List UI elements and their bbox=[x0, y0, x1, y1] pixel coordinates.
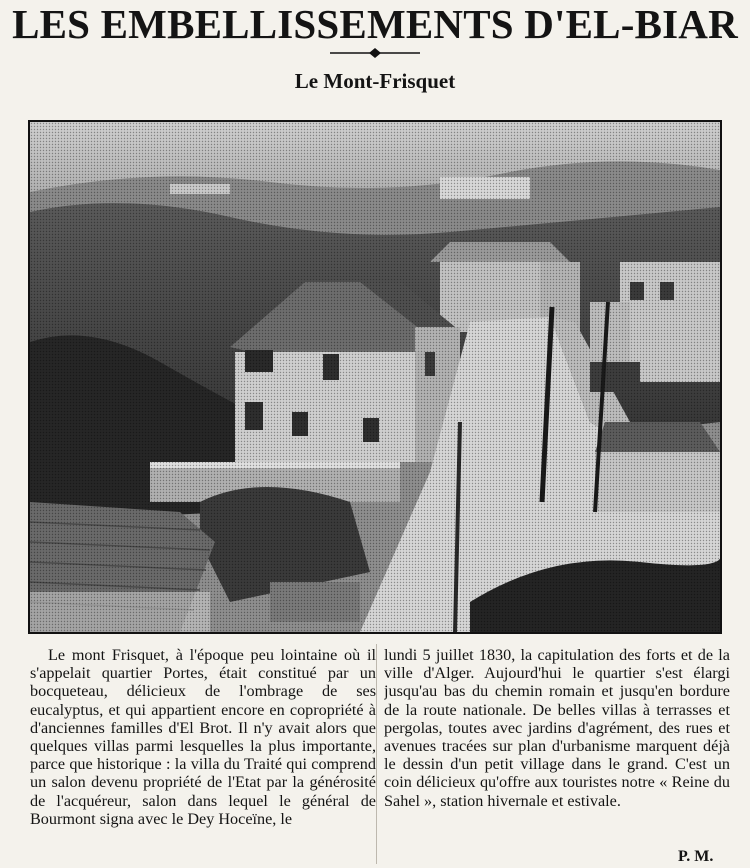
subheading: Le Mont-Frisquet bbox=[294, 69, 456, 93]
halftone-photograph bbox=[28, 120, 722, 634]
column-divider bbox=[376, 644, 377, 864]
author-signature: P. M. bbox=[678, 848, 714, 865]
ornamental-divider bbox=[330, 48, 420, 58]
article-column-right: lundi 5 juillet 1830, la capitulation des forts et de la ville d'Alger. Aujourd'hui le quartier s'est élargi jusqu'au bas du chemin romain et jusqu'en bordure de la route nationale. De belles villas à terrasses et pergolas, toutes avec jardins d'agrément, des rues et avenues tracées sur plan d'urbanisme marquent déjà le dessin d'un petit village dans le grand. C'est un coin délicieux qu'offre aux touristes notre « Reine du Sahel », station hivernale et estivale. bbox=[384, 646, 730, 810]
photo-scene bbox=[30, 122, 720, 632]
headline: LES EMBELLISSEMENTS D'EL-BIAR bbox=[12, 1, 738, 47]
article-column-left: Le mont Frisquet, à l'époque peu lointaine où il s'appelait quartier Portes, était constitué par un bocqueteau, délicieux de l'ombrage de ses eucalyptus, et qui appartient encore en copropriété à d'anciennes familles d'El Brot. Il n'y avait alors que quelques villas parmi lesquelles la plus importante, parce que historique : la villa du Traité qui comprend un salon devenu propriété de l'Etat par la générosité de l'acquéreur, salon dans lequel le général de Bourmont signa avec le Dey Hoceïne, le bbox=[30, 646, 376, 828]
